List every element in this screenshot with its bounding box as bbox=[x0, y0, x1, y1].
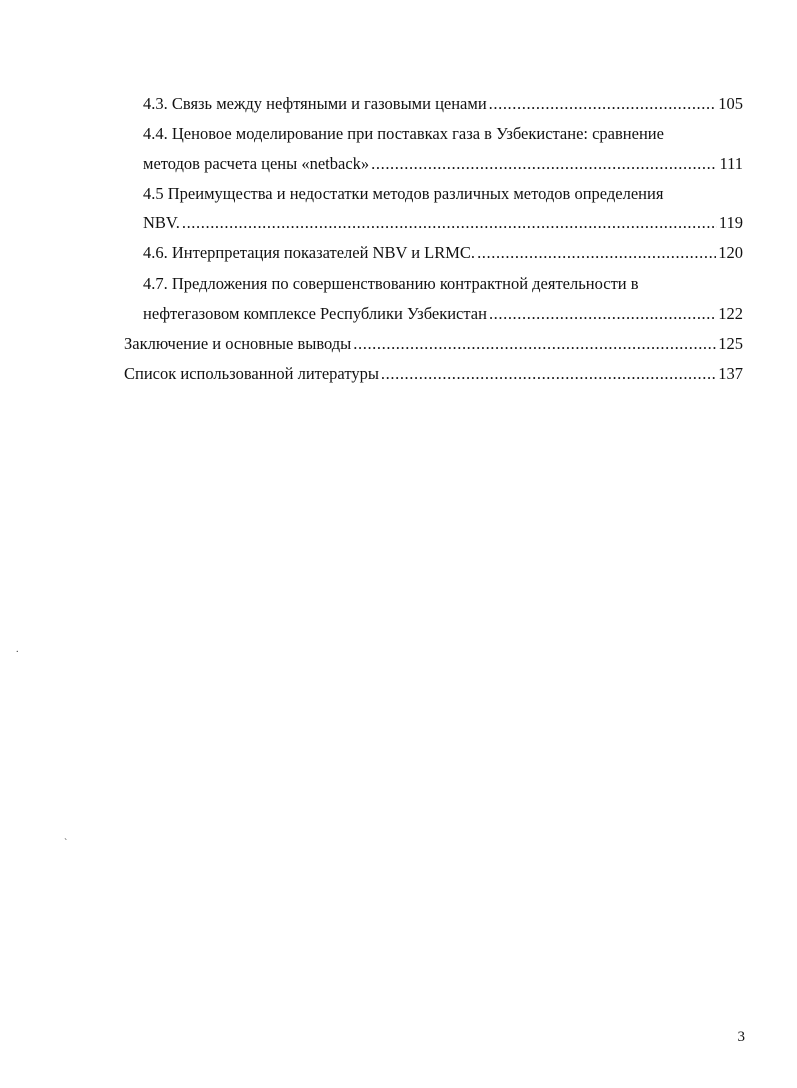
toc-entry-page: 119 bbox=[718, 213, 743, 232]
toc-entry-4-4 bbox=[143, 154, 743, 174]
scan-speck: ` bbox=[64, 838, 68, 849]
toc-entry-4-5 bbox=[143, 213, 743, 233]
toc-entry-page: 120 bbox=[718, 243, 743, 262]
toc-entry-4-7 bbox=[143, 304, 743, 324]
dot-leader bbox=[477, 243, 716, 263]
toc-entry-page: 111 bbox=[719, 154, 743, 173]
dot-leader bbox=[182, 213, 717, 233]
toc-entry-4-5-line1: 4.5 Преимущества и недостатки методов различных методов определения bbox=[143, 184, 664, 203]
dot-leader bbox=[371, 154, 717, 174]
toc-entry-title: Список использованной литературы bbox=[124, 364, 379, 383]
scan-speck: . bbox=[16, 644, 19, 655]
toc-entry-4-7-line1: 4.7. Предложения по совершенствованию контрактной деятельности в bbox=[143, 274, 639, 293]
toc-entry-title: нефтегазовом комплексе Республики Узбекистан bbox=[143, 304, 487, 323]
toc-entry-4-3 bbox=[143, 94, 743, 114]
toc-entry-title: NBV. bbox=[143, 213, 180, 232]
dot-leader bbox=[353, 334, 716, 354]
toc-entry-page: 137 bbox=[718, 364, 743, 383]
toc-entry-title: методов расчета цены «netback» bbox=[143, 154, 370, 173]
toc-entry-conclusion bbox=[124, 334, 743, 354]
page-number: 3 bbox=[737, 1029, 745, 1045]
toc-entry-page: 105 bbox=[718, 94, 743, 113]
dot-leader bbox=[489, 304, 716, 324]
toc-entry-references bbox=[124, 364, 743, 384]
dot-leader bbox=[381, 364, 716, 384]
toc-entry-page: 125 bbox=[718, 334, 743, 353]
toc-entry-4-6 bbox=[143, 243, 743, 263]
toc-entry-title: Заключение и основные выводы bbox=[124, 334, 352, 353]
toc-entry-title: 4.3. Связь между нефтяными и газовыми ценами bbox=[143, 94, 487, 113]
toc-entry-4-4-line1: 4.4. Ценовое моделирование при поставках газа в Узбекистане: сравнение bbox=[143, 124, 664, 143]
toc-entry-page: 122 bbox=[718, 304, 743, 323]
toc-entry-title: 4.6. Интерпретация показателей NBV и LRMC. bbox=[143, 243, 476, 262]
dot-leader bbox=[489, 94, 717, 114]
